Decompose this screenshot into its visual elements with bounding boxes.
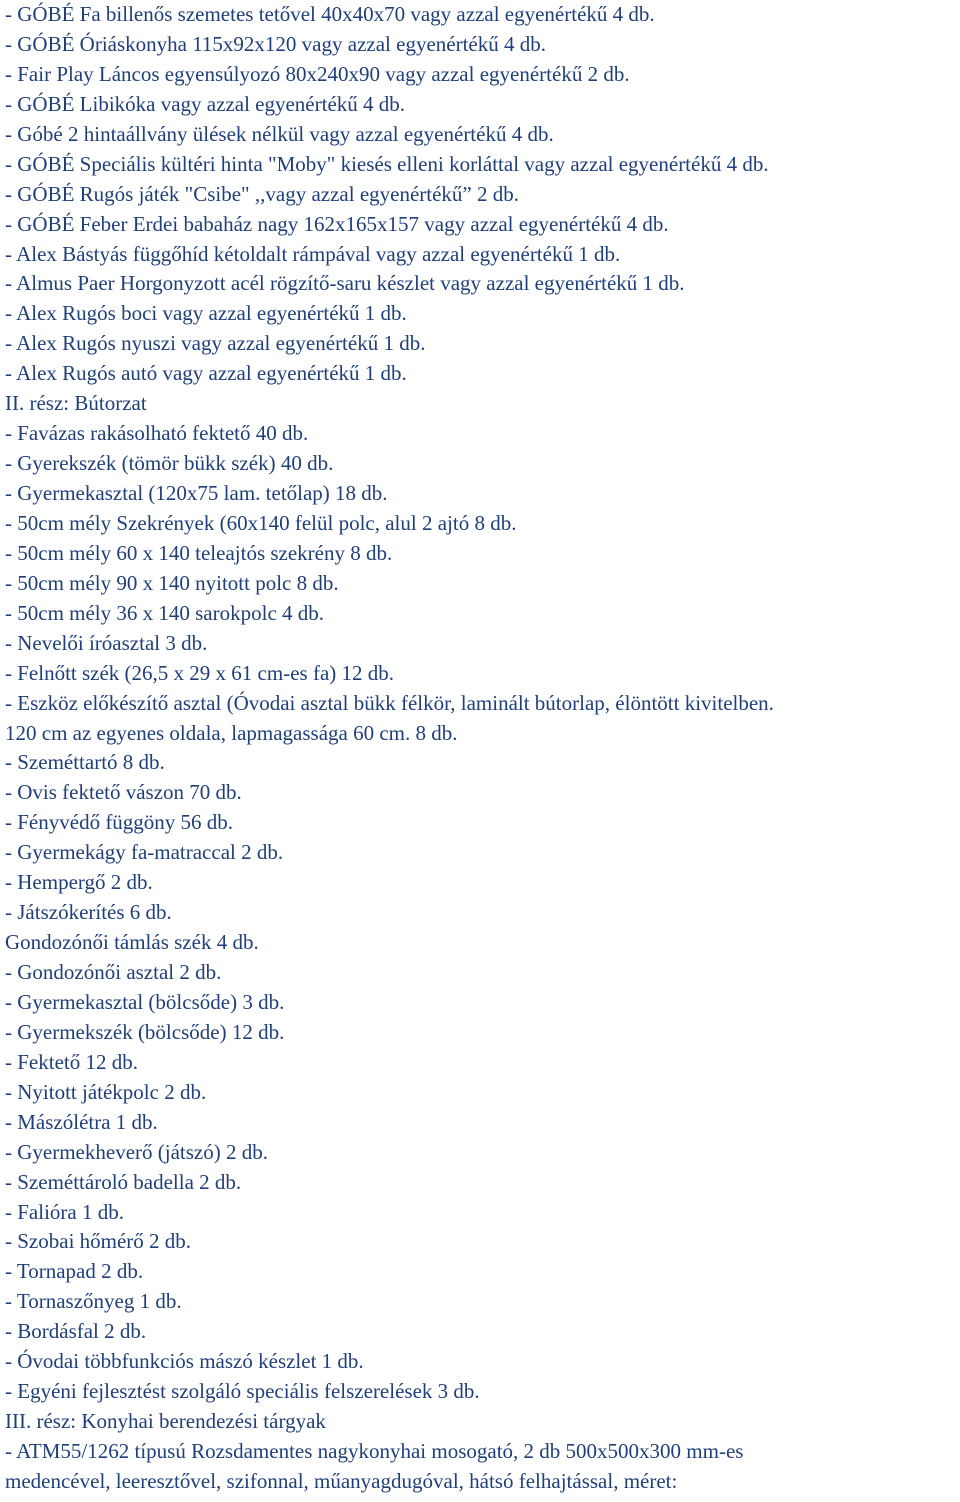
- list-line: - Eszköz előkészítő asztal (Óvodai asztal bükk félkör, laminált bútorlap, élöntött kivitelben.: [5, 690, 774, 715]
- list-line: - Tornaszőnyeg 1 db.: [5, 1289, 182, 1314]
- list-line: - Alex Rugós autó vagy azzal egyenértékű 1 db.: [5, 361, 407, 386]
- list-line: - GÓBÉ Fa billenős szemetes tetővel 40x40x70 vagy azzal egyenértékű 4 db.: [5, 2, 655, 26]
- list-line: - Gyermekszék (bölcsőde) 12 db.: [5, 1019, 285, 1044]
- list-line: - Egyéni fejlesztést szolgáló speciális felszerelések 3 db.: [5, 1379, 480, 1404]
- list-line: - Felnőtt szék (26,5 x 29 x 61 cm-es fa) 12 db.: [5, 660, 395, 685]
- list-line: - Gyermekheverő (játszó) 2 db.: [5, 1139, 268, 1164]
- list-line: - Favázas rakásolható fektető 40 db.: [5, 421, 309, 446]
- list-line: medencével, leeresztővel, szifonnal, műanyagdugóval, hátsó felhajtással, méret:: [5, 1468, 678, 1493]
- list-line: - Fair Play Láncos egyensúlyozó 80x240x90 vagy azzal egyenértékű 2 db.: [5, 61, 630, 86]
- list-line: - GÓBÉ Rugós játék "Csibe" ,,vagy azzal egyenértékű” 2 db.: [5, 181, 519, 206]
- list-line: - Gyermekasztal (bölcsőde) 3 db.: [5, 989, 285, 1014]
- list-line: 120 cm az egyenes oldala, lapmagassága 60 cm. 8 db.: [5, 720, 458, 745]
- list-line: - ATM55/1262 típusú Rozsdamentes nagykonyhai mosogató, 2 db 500x500x300 mm-es: [5, 1439, 744, 1463]
- list-line: Gondozónői támlás szék 4 db.: [5, 930, 259, 955]
- list-line: - Gyermekágy fa-matraccal 2 db.: [5, 840, 284, 865]
- list-line: - GÓBÉ Libikóka vagy azzal egyenértékű 4 db.: [5, 91, 406, 116]
- document-text: [5, 0, 960, 1497]
- list-line: - Góbé 2 hintaállvány ülések nélkül vagy azzal egyenértékű 4 db.: [5, 121, 554, 146]
- list-line: - Fektető 12 db.: [5, 1049, 138, 1074]
- list-line: - 50cm mély Szekrények (60x140 felül polc, alul 2 ajtó 8 db.: [5, 510, 517, 535]
- list-line: - Alex Rugós boci vagy azzal egyenértékű 1 db.: [5, 301, 407, 326]
- list-line: - Bordásfal 2 db.: [5, 1319, 147, 1344]
- list-line: - Gyermekasztal (120x75 lam. tetőlap) 18 db.: [5, 481, 388, 505]
- section-heading: III. rész: Konyhai berendezési tárgyak: [5, 1409, 326, 1434]
- list-line: - GÓBÉ Óriáskonyha 115x92x120 vagy azzal egyenértékű 4 db.: [5, 31, 546, 56]
- list-line: - Fényvédő függöny 56 db.: [5, 810, 234, 835]
- list-line: - Alex Bástyás függőhíd kétoldalt rámpával vagy azzal egyenértékű 1 db.: [5, 241, 621, 266]
- list-line: - Falióra 1 db.: [5, 1199, 124, 1224]
- list-line: - Játszókerítés 6 db.: [5, 900, 172, 925]
- list-line: - Óvodai többfunkciós mászó készlet 1 db.: [5, 1349, 364, 1374]
- list-line: - Hempergő 2 db.: [5, 870, 153, 895]
- list-line: - Szeméttartó 8 db.: [5, 750, 165, 775]
- list-line: - Ovis fektető vászon 70 db.: [5, 780, 242, 805]
- list-line: - Gyerekszék (tömör bükk szék) 40 db.: [5, 451, 334, 476]
- list-line: - 50cm mély 36 x 140 sarokpolc 4 db.: [5, 600, 325, 625]
- list-line: - Szobai hőmérő 2 db.: [5, 1229, 192, 1254]
- section-heading: II. rész: Bútorzat: [5, 391, 147, 416]
- list-line: - Nyitott játékpolc 2 db.: [5, 1079, 207, 1104]
- list-line: - GÓBÉ Feber Erdei babaház nagy 162x165x157 vagy azzal egyenértékű 4 db.: [5, 211, 669, 236]
- list-line: - 50cm mély 90 x 140 nyitott polc 8 db.: [5, 570, 339, 595]
- list-line: - GÓBÉ Speciális kültéri hinta "Moby" kiesés elleni korláttal vagy azzal egyenértékű 4 db.: [5, 151, 769, 176]
- list-line: - Almus Paer Horgonyzott acél rögzítő-saru készlet vagy azzal egyenértékű 1 db.: [5, 271, 685, 296]
- list-line: - Alex Rugós nyuszi vagy azzal egyenértékű 1 db.: [5, 331, 426, 356]
- list-line: - Szeméttároló badella 2 db.: [5, 1169, 242, 1194]
- list-line: - Tornapad 2 db.: [5, 1259, 144, 1284]
- list-line: - Nevelői íróasztal 3 db.: [5, 630, 208, 655]
- list-line: - 50cm mély 60 x 140 teleajtós szekrény 8 db.: [5, 540, 393, 565]
- list-line: - Gondozónői asztal 2 db.: [5, 960, 222, 984]
- list-line: - Mászólétra 1 db.: [5, 1109, 158, 1134]
